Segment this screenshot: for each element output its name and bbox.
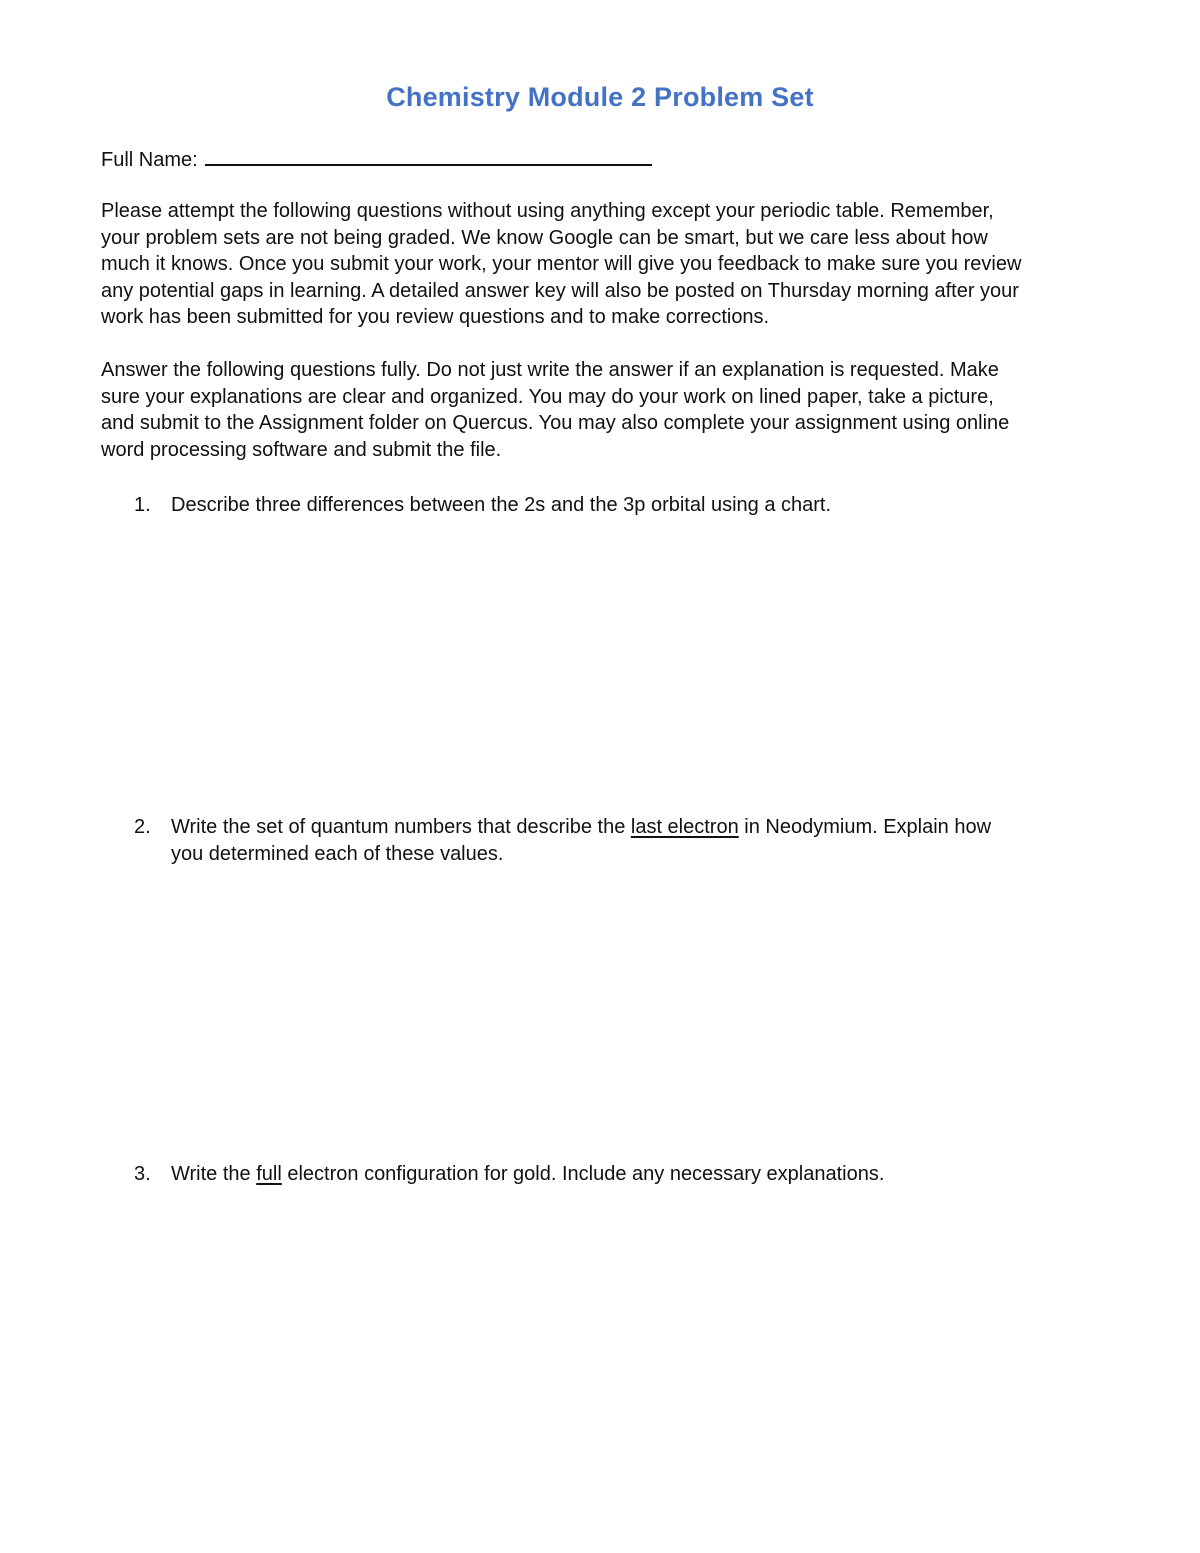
question-line: Describe three differences between the 2s and the 3p orbital using a chart. xyxy=(171,494,832,516)
intro-line: work has been submitted for you review questions and to make corrections. xyxy=(101,306,770,328)
intro-line: Please attempt the following questions without using anything except your periodic table. Remember, xyxy=(101,200,994,222)
question-line xyxy=(171,814,1111,841)
question-number: 1. xyxy=(134,494,151,516)
intro-paragraph xyxy=(101,198,1111,331)
instructions-line: sure your explanations are clear and organized. You may do your work on lined paper, take a picture, xyxy=(101,385,994,408)
underlined-term: last electron xyxy=(630,816,739,838)
page-title: Chemistry Module 2 Problem Set xyxy=(386,82,814,112)
full-name-blank-line xyxy=(205,144,652,166)
question-text-segment: Write the xyxy=(171,1163,257,1185)
question-text-segment: electron configuration for gold. Include any necessary explanations. xyxy=(281,1163,885,1185)
instructions-paragraph xyxy=(101,357,1111,463)
question-number: 3. xyxy=(134,1163,151,1185)
instructions-line: word processing software and submit the file. xyxy=(101,438,502,461)
question-line xyxy=(171,1161,1111,1188)
question-text-segment: Write the set of quantum numbers that describe the xyxy=(171,816,631,838)
question-text xyxy=(171,1161,1111,1188)
intro-line: any potential gaps in learning. A detailed answer key will also be posted on Thursday morning after your xyxy=(101,279,1019,302)
question-text xyxy=(171,814,1111,867)
question-number: 2. xyxy=(134,816,151,838)
intro-line: much it knows. Once you submit your work, your mentor will give you feedback to make sure you review xyxy=(101,253,1022,275)
question-text-segment: in Neodymium. Explain how xyxy=(738,816,992,838)
intro-line: your problem sets are not being graded. We know Google can be smart, but we care less about how xyxy=(101,226,988,249)
question-text xyxy=(171,492,1111,519)
instructions-line: Answer the following questions fully. Do not just write the answer if an explanation is requested. Make xyxy=(101,359,999,381)
instructions-line: and submit to the Assignment folder on Quercus. You may also complete your assignment using online xyxy=(101,412,1010,434)
full-name-row xyxy=(101,144,652,172)
underlined-term: full xyxy=(256,1163,282,1185)
question-line: you determined each of these values. xyxy=(171,842,504,865)
full-name-label: Full Name: xyxy=(101,149,198,171)
